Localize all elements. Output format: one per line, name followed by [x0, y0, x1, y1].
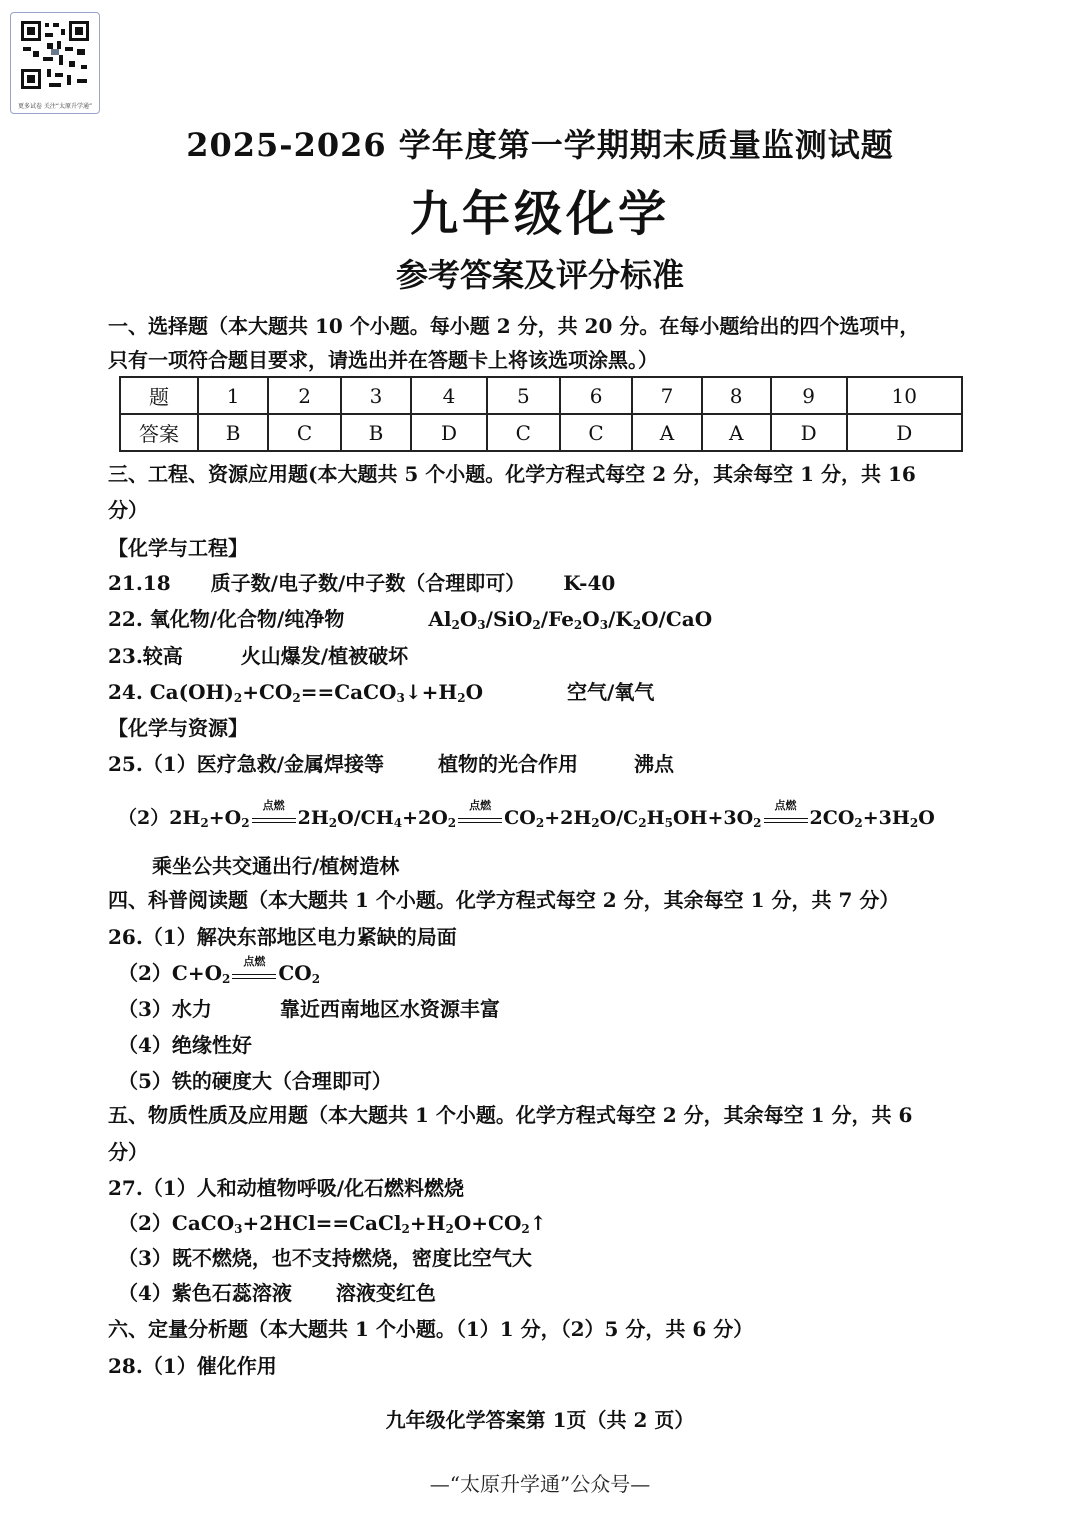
- section3-heading-line1: 三、工程、资源应用题(本大题共 5 个小题。化学方程式每空 2 分，其余每空 1 分，共 16: [108, 462, 916, 486]
- table-number-cell: 9: [771, 377, 847, 414]
- q25-2-prefix: （2）: [118, 807, 170, 829]
- answer-q27-2: $(2)CaCO_3+2HCl==CaCl_2+H_2O+CO_2↑$: [118, 1211, 547, 1236]
- table-number-cell: 8: [702, 377, 771, 414]
- table-number-cell: 4: [411, 377, 487, 414]
- answer-q23: [108, 640, 408, 669]
- reaction-condition: 点燃: [252, 809, 296, 829]
- q25-1-part-a: 25.（1）医疗急救/金属焊接等: [108, 752, 385, 776]
- answer-q27-4: （4）紫色石蕊溶液 溶液变红色: [118, 1281, 436, 1305]
- reaction-condition: 点燃: [764, 809, 808, 829]
- table-answer-cell: B: [341, 414, 411, 451]
- table-answer-cell: C: [487, 414, 560, 451]
- table-row-numbers: [120, 377, 962, 414]
- table-row-answers: [120, 414, 962, 451]
- q21-part-c: K-40: [563, 571, 616, 595]
- qr-code-icon: [19, 19, 91, 91]
- table-answer-cell: C: [560, 414, 633, 451]
- reaction-condition: 点燃: [232, 965, 276, 985]
- answer-q21: [108, 567, 615, 596]
- page-footer: 九年级化学答案第 1页（共 2 页）: [385, 1408, 695, 1432]
- q21-part-a: 21.18: [108, 571, 171, 595]
- qr-caption: 更多试卷 关注“太原升学通”: [17, 103, 93, 110]
- answer-q25-3: 乘坐公共交通出行/植树造林: [152, 854, 400, 878]
- section5-heading-line1: 五、物质性质及应用题（本大题共 1 个小题。化学方程式每空 2 分，其余每空 1 分，共 6: [108, 1103, 913, 1127]
- subject-title: 九年级化学: [409, 186, 670, 242]
- subtitle: 参考答案及评分标准: [395, 256, 684, 294]
- q23-part-b: 火山爆发/植被破坏: [240, 644, 409, 668]
- table-answer-cell: B: [198, 414, 268, 451]
- answer-q25-1: [108, 748, 674, 777]
- section1-heading-line1: 一、选择题（本大题共 10 个小题。每小题 2 分，共 20 分。在每小题给出的四个选项中，: [108, 314, 920, 338]
- q21-part-b: 质子数/电子数/中子数（合理即可）: [210, 571, 526, 595]
- answer-q27-1: 27.（1）人和动植物呼吸/化石燃料燃烧: [108, 1176, 465, 1200]
- answer-q26-3: （3）水力 靠近西南地区水资源丰富: [118, 997, 500, 1021]
- reaction-condition: 点燃: [458, 809, 502, 829]
- q25-1-part-c: 沸点: [634, 752, 675, 776]
- exam-title: 2025-2026 学年度第一学期期末质量监测试题: [186, 126, 894, 164]
- table-number-cell: 7: [632, 377, 701, 414]
- answer-q25-2: $(2)2H_2+O_2$ 点燃 $2H_2O/CH_4+2O_2$ 点燃 $CO_2+2H_2O/C_2H_5OH+3O_2$ 点燃 $2CO_2+3H_2O$: [118, 799, 935, 830]
- q24-part-f: 空气/氧气: [567, 680, 655, 704]
- answer-q22: [108, 603, 712, 632]
- table-number-cell: 5: [487, 377, 560, 414]
- answer-q24: [108, 676, 654, 705]
- q23-part-a: 23.较高: [108, 644, 183, 668]
- answer-q26-5: （5）铁的硬度大（合理即可）: [118, 1069, 392, 1093]
- table-answer-cell: D: [411, 414, 487, 451]
- section5-heading-line2: 分）: [108, 1140, 148, 1164]
- qr-code-badge: [10, 12, 100, 114]
- section3-heading-line2: 分）: [108, 498, 148, 522]
- table-answer-cell: A: [702, 414, 771, 451]
- table-number-cell: 3: [341, 377, 411, 414]
- table-label-question: 题: [120, 377, 198, 414]
- subsection-resources: 【化学与资源】: [108, 716, 248, 740]
- section6-heading: 六、定量分析题（本大题共 1 个小题。（1）1 分，（2）5 分，共 6 分）: [108, 1317, 754, 1341]
- table-answer-cell: D: [771, 414, 847, 451]
- section1-heading-line2: 只有一项符合题目要求，请选出并在答题卡上将该选项涂黑。）: [108, 348, 658, 372]
- q25-1-part-b: 植物的光合作用: [438, 752, 579, 776]
- answer-q27-3: （3）既不燃烧，也不支持燃烧，密度比空气大: [118, 1246, 532, 1270]
- table-number-cell: 1: [198, 377, 268, 414]
- subsection-engineering: 【化学与工程】: [108, 536, 248, 560]
- table-answer-cell: D: [847, 414, 962, 451]
- table-number-cell: 6: [560, 377, 633, 414]
- table-number-cell: 10: [847, 377, 962, 414]
- answer-q26-4: （4）绝缘性好: [118, 1033, 252, 1057]
- q22-part-a: 22. 氧化物/化合物/纯净物: [108, 607, 345, 631]
- q22-formula: $Al_2O_3/SiO_2/Fe_2O_3/K_2O$/CaO: [428, 607, 713, 632]
- table-answer-cell: A: [632, 414, 701, 451]
- table-label-answer: 答案: [120, 414, 198, 451]
- publisher-footer: —“太原升学通”公众号—: [429, 1472, 651, 1496]
- q24-equation: 24. $Ca(OH)_2+CO_2==CaCO_3↓+H_2O$: [108, 680, 484, 705]
- table-number-cell: 2: [268, 377, 341, 414]
- answer-q28-1: 28.（1）催化作用: [108, 1354, 277, 1378]
- table-answer-cell: C: [268, 414, 341, 451]
- answer-q26-1: 26.（1）解决东部地区电力紧缺的局面: [108, 925, 457, 949]
- section4-heading: 四、科普阅读题（本大题共 1 个小题。化学方程式每空 2 分，其余每空 1 分，共 7 分）: [108, 888, 900, 912]
- answer-table: [119, 376, 963, 452]
- answer-q26-2: $(2)C+O_2$ 点燃 $CO_2$: [118, 954, 321, 986]
